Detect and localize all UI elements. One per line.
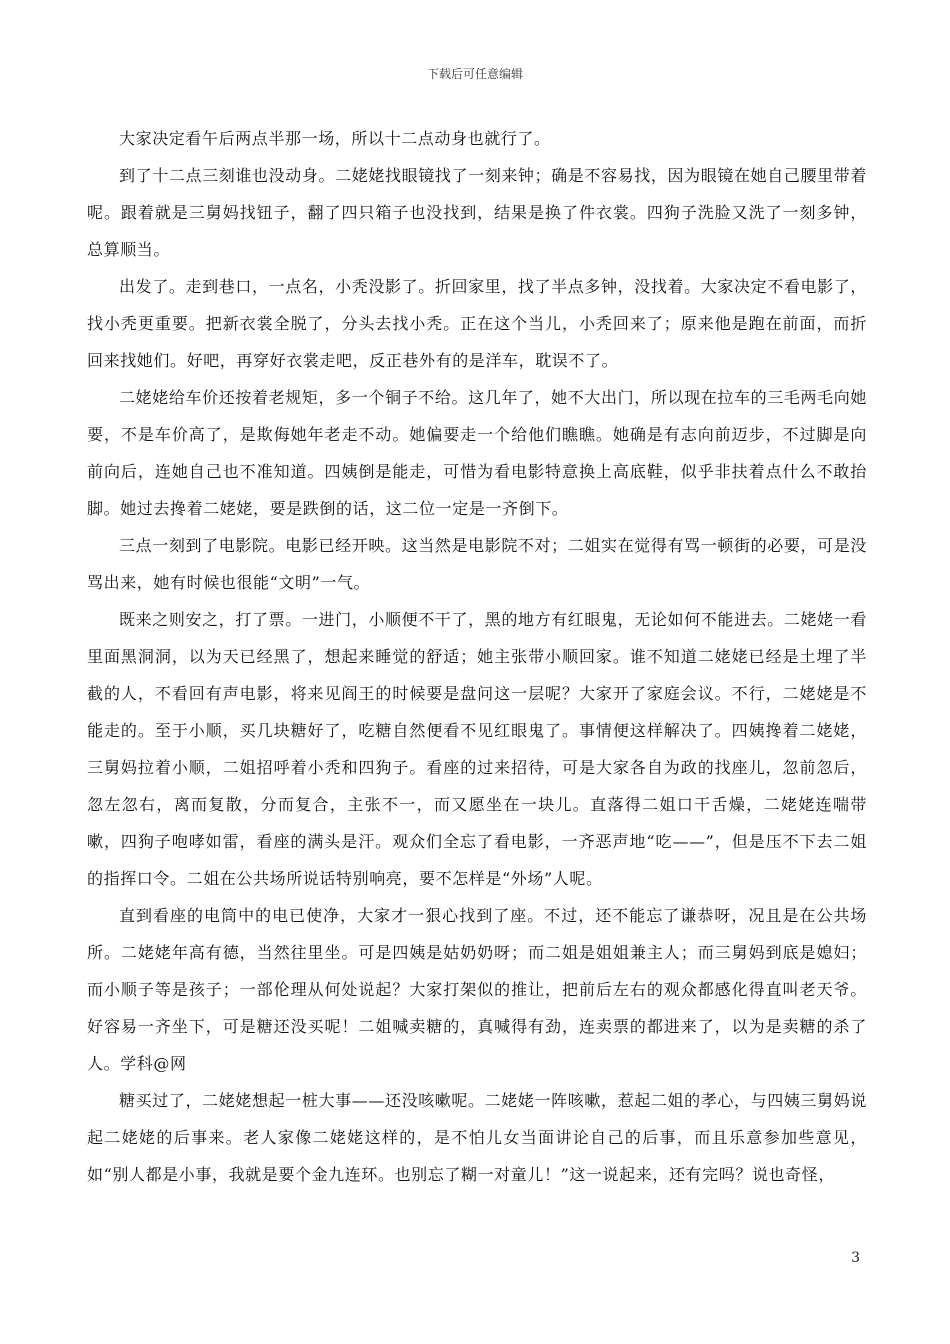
paragraph: 糖买过了，二姥姥想起一桩大事——还没咳嗽呢。二姥姥一阵咳嗽，惹起二姐的孝心，与四姨三舅妈说起二姥姥的后事来。老人家像二姥姥这样的，是不怕儿女当面讲论自己的后事，而且乐意参加些意见，如“别人都是小事，我就是要个金九连环。也别忘了糊一对童儿！”这一说起来，还有完吗？说也奇怪， [87, 1091, 867, 1184]
paragraph: 二姥姥给车价还按着老规矩，多一个铜子不给。这几年了，她不大出门，所以现在拉车的三毛两毛向她要，不是车价高了，是欺侮她年老走不动。她偏要走一个给他们瞧瞧。她确是有志向前迈步，不过脚是向前向后，连她自己也不准知道。四姨倒是能走，可惜为看电影特意换上高底鞋，似乎非扶着点什么不敢抬脚。她过去搀着二姥姥，要是跌倒的话，这二位一定是一齐倒下。 [87, 388, 867, 518]
body-text [87, 120, 867, 1193]
paragraph: 大家决定看午后两点半那一场，所以十二点动身也就行了。 [119, 129, 551, 148]
page-header: 下载后可任意编辑 [426, 67, 523, 81]
paragraph: 三点一刻到了电影院。电影已经开映。这当然是电影院不对；二姐实在觉得有骂一顿街的必要，可是没骂出来，她有时候也很能“文明”一气。 [87, 536, 867, 592]
paragraph: 既来之则安之，打了票。一进门，小顺便不干了，黑的地方有红眼鬼，无论如何不能进去。二姥姥一看里面黑洞洞，以为天已经黑了，想起来睡觉的舒适；她主张带小顺回家。谁不知道二姥姥已经是土埋了半截的人，不看回有声电影，将来见阎王的时候要是盘问这一层呢？大家开了家庭会议。不行，二姥姥是不能走的。至于小顺，买几块糖好了，吃糖自然便看不见红眼鬼了。事情便这样解决了。四姨搀着二姥姥，三舅妈拉着小顺，二姐招呼着小秃和四狗子。看座的过来招待，可是大家各自为政的找座儿，忽前忽后，忽左忽右，离而复散，分而复合，主张不一，而又愿坐在一块儿。直落得二姐口干舌燥，二姥姥连喘带嗽，四狗子咆哮如雷，看座的满头是汗。观众们全忘了看电影，一齐恶声地“吃——”，但是压不下去二姐的指挥口令。二姐在公共场所说话特别响亮，要不怎样是“外场”人呢。 [87, 610, 867, 888]
paragraph: 直到看座的电筒中的电已使净，大家才一狠心找到了座。不过，还不能忘了谦恭呀，况且是在公共场所。二姥姥年高有德，当然往里坐。可是四姨是姑奶奶呀；而二姐是姐姐兼主人；而三舅妈到底是媳妇；而小顺子等是孩子；一部伦理从何处说起？大家打架似的推让，把前后左右的观众都感化得直叫老天爷。好容易一齐坐下，可是糖还没买呢！二姐喊卖糖的，真喊得有劲，连卖票的都进来了，以为是卖糖的杀了人。学科@网 [87, 906, 867, 1073]
paragraph: 到了十二点三刻谁也没动身。二姥姥找眼镜找了一刻来钟；确是不容易找，因为眼镜在她自己腰里带着呢。跟着就是三舅妈找钮子，翻了四只箱子也没找到，结果是换了件衣裳。四狗子洗脸又洗了一刻多钟，总算顺当。 [87, 166, 867, 259]
page-number: 3 [851, 1250, 860, 1266]
paragraph: 出发了。走到巷口，一点名，小秃没影了。折回家里，找了半点多钟，没找着。大家决定不看电影了，找小秃更重要。把新衣裳全脱了，分头去找小秃。正在这个当儿，小秃回来了；原来他是跑在前面，而折回来找她们。好吧，再穿好衣裳走吧，反正巷外有的是洋车，耽误不了。 [87, 277, 867, 370]
